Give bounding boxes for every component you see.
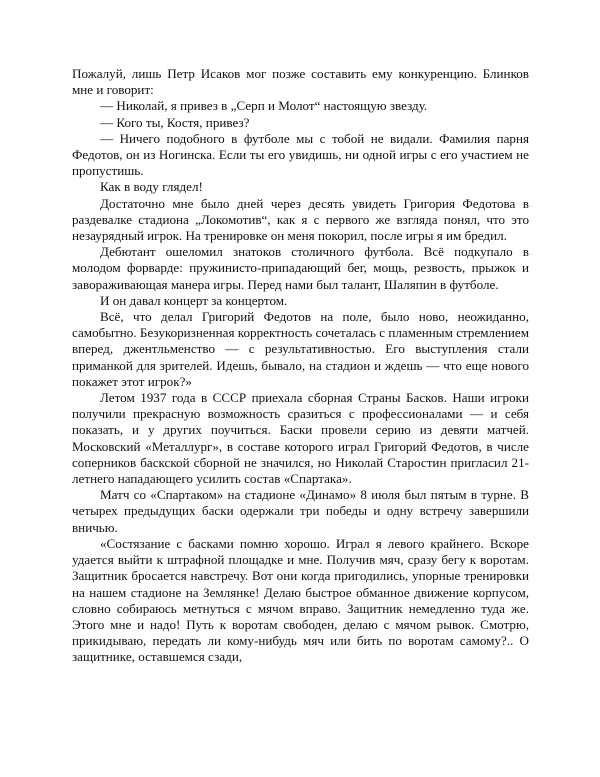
page-text [72,66,529,666]
paragraph: Как в воду глядел! [100,179,203,195]
paragraph: Достаточно мне было дней через десять увидеть Григория Федотова в раздевалке стадиона „Локомотив“, как я с первого же взгляда понял, что это незаурядный игрок. На тренировке он меня покорил, после игры я им бредил. [72,195,529,244]
paragraph: Дебютант ошеломил знатоков столичного футбола. Всё подкупало в молодом форварде: пружинисто-припадающий бег, мощь, резвость, прыжок и завораживающая манера игры. Перед нами был талант, Шаляпин в футболе. [72,244,529,292]
paragraph: — Ничего подобного в футболе мы с тобой не видали. Фамилия парня Федотов, он из Ногинска. Если ты его увидишь, ни одной игры с его участием не пропустишь. [72,130,529,179]
paragraph: Летом 1937 года в СССР приехала сборная Страны Басков. Наши игроки получили прекрасную возможность сразиться с профессионалами — и себя показать, и у других поучиться. Баски провели серию из девяти матчей. Московский «Металлург», в составе которого играл Григорий Федотов, в числе соперников баскской сборной не значился, но Николай Старостин пригласил 21-летнего нападающего усилить состав «Спартака». [72,390,529,487]
paragraph: — Кого ты, Костя, привез? [100,114,250,130]
paragraph: «Состязание с басками помню хорошо. Играл я левого крайнего. Вскоре удается выйти к штрафной площадке и мне. Получив мяч, сразу бегу к воротам. Защитник бросается навстречу. Вот они когда пригодились, упорные тренировки на нашем стадионе на Землянке! Делаю быстрое обманное движение корпусом, словно собираюсь метнуться с мячом вправо. Защитник немедленно туда же. Этого мне и надо! Путь к воротам свободен, делаю с мячом рывок. Смотрю, прикидываю, передать ли кому-нибудь мяч или бить по воротам самому?.. О защитнике, оставшемся сзади, [72,535,529,665]
paragraph: И он давал концерт за концертом. [100,292,288,308]
paragraph: Всё, что делал Григорий Федотов на поле, было ново, неожиданно, самобытно. Безукоризненная корректность сочеталась с пламенным стремлением вперед, джентльменство — с результативностью. Его выступления стали приманкой для зрителей. Идешь, бывало, на стадион и ждешь — что еще нового покажет этот игрок?» [72,309,529,389]
paragraph: Пожалуй, лишь Петр Исаков мог позже составить ему конкуренцию. Блинков мне и говорит: [72,66,529,98]
paragraph: — Николай, я привез в „Серп и Молот“ настоящую звезду. [100,98,428,114]
paragraph: Матч со «Спартаком» на стадионе «Динамо» 8 июля был пятым в турне. В четырех предыдущих баски одержали три победы и одну встречу завершили вничью. [72,487,529,535]
